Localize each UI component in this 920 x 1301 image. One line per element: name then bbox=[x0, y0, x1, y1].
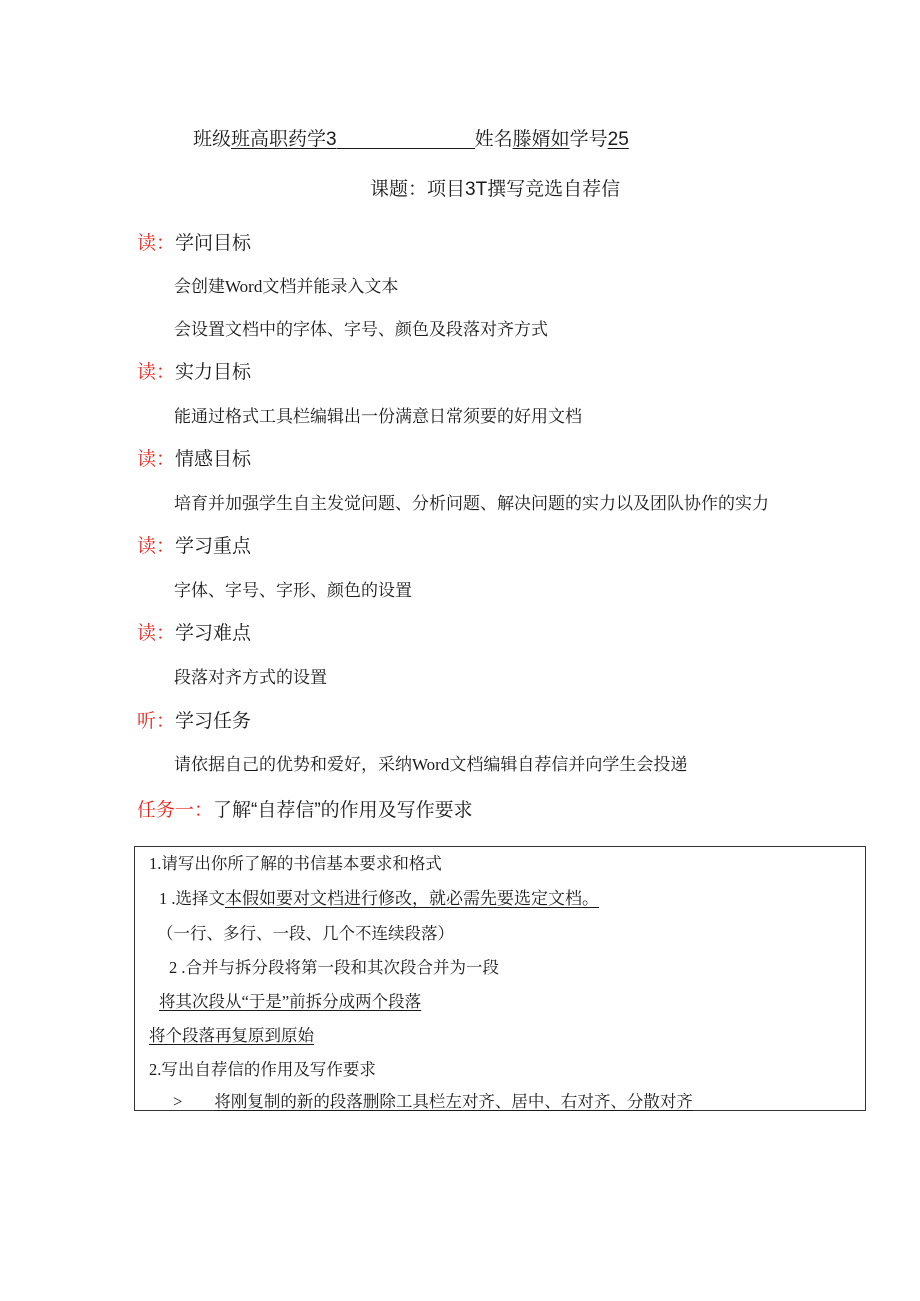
box-line: 1.请写出你所了解的书信基本要求和格式 bbox=[149, 854, 442, 873]
id-value: 25 bbox=[607, 129, 629, 150]
box-line bbox=[173, 1088, 693, 1112]
student-info-line bbox=[193, 124, 629, 151]
section-title: 学习重点 bbox=[175, 536, 252, 557]
section-title: 情感目标 bbox=[175, 449, 252, 470]
name-value: 滕婿如 bbox=[512, 129, 570, 150]
box-line-part: 1 .选择文 bbox=[159, 889, 225, 908]
class-blank-line bbox=[337, 129, 475, 149]
task-title: 了解“自荐信”的作用及写作要求 bbox=[213, 800, 473, 821]
box-line: 将个段落再复原到原始 bbox=[149, 1026, 314, 1045]
section-prefix: 读： bbox=[137, 233, 176, 254]
section-item: 能通过格式工具栏编辑出一份满意日常须要的好用文档 bbox=[174, 407, 582, 426]
lesson-topic: 课题：项目3T撰写竞选自荐信 bbox=[370, 179, 621, 200]
section-prefix: 读： bbox=[137, 623, 176, 644]
box-line: 将其次段从“于是”前拆分成两个段落 bbox=[159, 992, 422, 1011]
task-prefix: 任务一： bbox=[137, 800, 214, 821]
box-line-part-underlined: 将刚复制的新的段落删除工具栏左对齐、居中、右对齐、分散对齐 bbox=[214, 1092, 693, 1111]
section-prefix: 读： bbox=[137, 536, 176, 557]
answer-box bbox=[134, 846, 866, 1111]
class-label: 班级 bbox=[193, 129, 232, 150]
name-label: 姓名 bbox=[474, 129, 513, 150]
task-one-heading bbox=[137, 795, 473, 822]
class-value: 班高职药学3 bbox=[231, 129, 337, 150]
box-line-part-underlined: 本假如要对文档进行修改，就必需先要选定文档。 bbox=[225, 889, 599, 908]
section-heading-ability bbox=[137, 357, 251, 384]
section-item: 培育并加强学生自主发觉问题、分析问题、解决问题的实力以及团队协作的实力 bbox=[174, 494, 769, 513]
section-prefix: 读： bbox=[137, 362, 176, 383]
section-item: 会设置文档中的字体、字号、颜色及段落对齐方式 bbox=[174, 320, 548, 339]
box-line: 2.写出自荐信的作用及写作要求 bbox=[149, 1060, 376, 1079]
section-item: 请依据自己的优势和爱好，采纳Word文档编辑自荐信并向学生会投递 bbox=[174, 755, 688, 774]
section-heading-tasks bbox=[137, 706, 251, 733]
section-item: 会创建Word文档并能录入文本 bbox=[174, 277, 399, 296]
section-prefix: 读： bbox=[137, 449, 176, 470]
section-heading-key-points bbox=[137, 531, 251, 558]
section-heading-difficulties bbox=[137, 618, 251, 645]
section-heading-emotion bbox=[137, 444, 251, 471]
box-line: （一行、多行、一段、几个不连续段落） bbox=[157, 924, 454, 943]
section-title: 实力目标 bbox=[175, 362, 252, 383]
section-title: 学问目标 bbox=[175, 233, 252, 254]
section-item: 字体、字号、字形、颜色的设置 bbox=[174, 581, 412, 600]
section-title: 学习任务 bbox=[175, 711, 252, 732]
id-label: 学号 bbox=[569, 129, 608, 150]
section-title: 学习难点 bbox=[175, 623, 252, 644]
box-line: 2 .合并与拆分段将第一段和其次段合并为一段 bbox=[169, 958, 499, 977]
section-prefix: 听： bbox=[137, 711, 176, 732]
section-item: 段落对齐方式的设置 bbox=[174, 668, 327, 687]
section-heading-knowledge bbox=[137, 228, 251, 255]
bullet-marker: > bbox=[173, 1092, 183, 1111]
box-line bbox=[159, 884, 599, 909]
